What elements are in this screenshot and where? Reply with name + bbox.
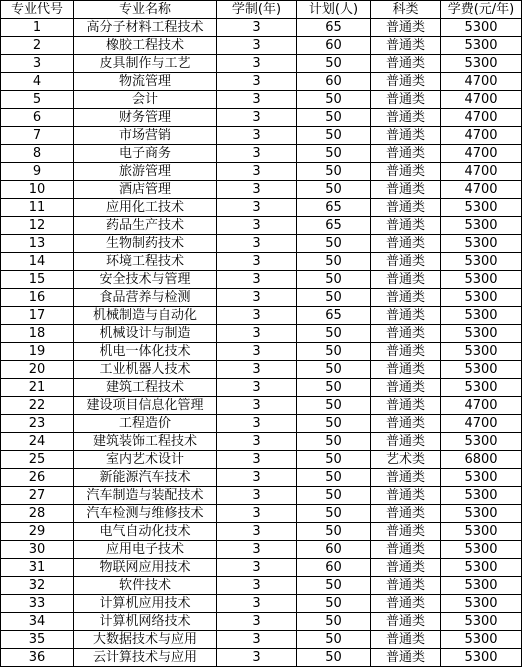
major-code-cell: 15 bbox=[1, 271, 74, 289]
plan-cell: 50 bbox=[297, 145, 371, 163]
duration-cell: 3 bbox=[217, 109, 297, 127]
plan-cell: 65 bbox=[297, 217, 371, 235]
major-name-cell: 物流管理 bbox=[74, 73, 217, 91]
duration-cell: 3 bbox=[217, 37, 297, 55]
tuition-cell: 5300 bbox=[441, 253, 522, 271]
duration-cell: 3 bbox=[217, 451, 297, 469]
major-code-cell: 17 bbox=[1, 307, 74, 325]
duration-cell: 3 bbox=[217, 343, 297, 361]
header-plan: 计划(人) bbox=[297, 1, 371, 19]
duration-cell: 3 bbox=[217, 73, 297, 91]
plan-cell: 50 bbox=[297, 271, 371, 289]
major-name-cell: 电气自动化技术 bbox=[74, 523, 217, 541]
major-code-cell: 22 bbox=[1, 397, 74, 415]
duration-cell: 3 bbox=[217, 163, 297, 181]
plan-cell: 60 bbox=[297, 37, 371, 55]
category-cell: 普通类 bbox=[371, 343, 441, 361]
header-row bbox=[1, 1, 522, 19]
plan-cell: 60 bbox=[297, 559, 371, 577]
major-name-cell: 汽车制造与装配技术 bbox=[74, 487, 217, 505]
plan-cell: 60 bbox=[297, 73, 371, 91]
major-name-cell: 酒店管理 bbox=[74, 181, 217, 199]
major-name-cell: 建设项目信息化管理 bbox=[74, 397, 217, 415]
duration-cell: 3 bbox=[217, 253, 297, 271]
major-code-cell: 10 bbox=[1, 181, 74, 199]
major-name-cell: 应用电子技术 bbox=[74, 541, 217, 559]
duration-cell: 3 bbox=[217, 595, 297, 613]
duration-cell: 3 bbox=[217, 433, 297, 451]
major-name-cell: 计算机应用技术 bbox=[74, 595, 217, 613]
duration-cell: 3 bbox=[217, 577, 297, 595]
major-name-cell: 环境工程技术 bbox=[74, 253, 217, 271]
major-name-cell: 建筑装饰工程技术 bbox=[74, 433, 217, 451]
major-code-cell: 35 bbox=[1, 631, 74, 649]
major-name-cell: 生物制药技术 bbox=[74, 235, 217, 253]
major-code-cell: 19 bbox=[1, 343, 74, 361]
category-cell: 普通类 bbox=[371, 163, 441, 181]
category-cell: 普通类 bbox=[371, 433, 441, 451]
tuition-cell: 5300 bbox=[441, 55, 522, 73]
major-code-cell: 32 bbox=[1, 577, 74, 595]
plan-cell: 65 bbox=[297, 19, 371, 37]
duration-cell: 3 bbox=[217, 361, 297, 379]
tuition-cell: 4700 bbox=[441, 91, 522, 109]
major-code-cell: 12 bbox=[1, 217, 74, 235]
category-cell: 普通类 bbox=[371, 235, 441, 253]
table-row bbox=[1, 325, 522, 343]
duration-cell: 3 bbox=[217, 271, 297, 289]
table-row bbox=[1, 541, 522, 559]
plan-cell: 65 bbox=[297, 199, 371, 217]
tuition-cell: 5300 bbox=[441, 37, 522, 55]
header-duration: 学制(年) bbox=[217, 1, 297, 19]
duration-cell: 3 bbox=[217, 559, 297, 577]
tuition-cell: 5300 bbox=[441, 559, 522, 577]
table-row bbox=[1, 73, 522, 91]
duration-cell: 3 bbox=[217, 19, 297, 37]
major-name-cell: 橡胶工程技术 bbox=[74, 37, 217, 55]
table-row bbox=[1, 613, 522, 631]
table-body bbox=[1, 19, 522, 667]
tuition-cell: 5300 bbox=[441, 649, 522, 667]
table-row bbox=[1, 109, 522, 127]
major-name-cell: 新能源汽车技术 bbox=[74, 469, 217, 487]
major-code-cell: 5 bbox=[1, 91, 74, 109]
plan-cell: 50 bbox=[297, 631, 371, 649]
header-major-code: 专业代号 bbox=[1, 1, 74, 19]
tuition-cell: 5300 bbox=[441, 595, 522, 613]
plan-cell: 50 bbox=[297, 253, 371, 271]
major-name-cell: 市场营销 bbox=[74, 127, 217, 145]
plan-cell: 65 bbox=[297, 307, 371, 325]
plan-cell: 50 bbox=[297, 613, 371, 631]
duration-cell: 3 bbox=[217, 217, 297, 235]
major-name-cell: 汽车检测与维修技术 bbox=[74, 505, 217, 523]
tuition-cell: 5300 bbox=[441, 577, 522, 595]
plan-cell: 50 bbox=[297, 397, 371, 415]
major-name-cell: 安全技术与管理 bbox=[74, 271, 217, 289]
category-cell: 普通类 bbox=[371, 361, 441, 379]
duration-cell: 3 bbox=[217, 415, 297, 433]
table-row bbox=[1, 451, 522, 469]
tuition-cell: 4700 bbox=[441, 181, 522, 199]
table-row bbox=[1, 199, 522, 217]
duration-cell: 3 bbox=[217, 307, 297, 325]
tuition-cell: 5300 bbox=[441, 613, 522, 631]
plan-cell: 60 bbox=[297, 541, 371, 559]
duration-cell: 3 bbox=[217, 199, 297, 217]
duration-cell: 3 bbox=[217, 505, 297, 523]
table-row bbox=[1, 631, 522, 649]
category-cell: 普通类 bbox=[371, 181, 441, 199]
category-cell: 普通类 bbox=[371, 91, 441, 109]
table-row bbox=[1, 145, 522, 163]
duration-cell: 3 bbox=[217, 145, 297, 163]
plan-cell: 50 bbox=[297, 469, 371, 487]
tuition-cell: 5300 bbox=[441, 19, 522, 37]
category-cell: 普通类 bbox=[371, 253, 441, 271]
category-cell: 普通类 bbox=[371, 595, 441, 613]
major-name-cell: 云计算技术与应用 bbox=[74, 649, 217, 667]
plan-cell: 50 bbox=[297, 325, 371, 343]
category-cell: 普通类 bbox=[371, 631, 441, 649]
plan-cell: 50 bbox=[297, 109, 371, 127]
plan-cell: 50 bbox=[297, 577, 371, 595]
category-cell: 普通类 bbox=[371, 19, 441, 37]
table-row bbox=[1, 181, 522, 199]
table-row bbox=[1, 505, 522, 523]
major-name-cell: 会计 bbox=[74, 91, 217, 109]
major-code-cell: 26 bbox=[1, 469, 74, 487]
tuition-cell: 5300 bbox=[441, 235, 522, 253]
category-cell: 普通类 bbox=[371, 541, 441, 559]
table-row bbox=[1, 343, 522, 361]
category-cell: 普通类 bbox=[371, 217, 441, 235]
major-name-cell: 工程造价 bbox=[74, 415, 217, 433]
duration-cell: 3 bbox=[217, 91, 297, 109]
plan-cell: 50 bbox=[297, 595, 371, 613]
table-row bbox=[1, 19, 522, 37]
category-cell: 艺术类 bbox=[371, 451, 441, 469]
duration-cell: 3 bbox=[217, 289, 297, 307]
major-name-cell: 机械设计与制造 bbox=[74, 325, 217, 343]
duration-cell: 3 bbox=[217, 181, 297, 199]
plan-cell: 50 bbox=[297, 649, 371, 667]
major-code-cell: 8 bbox=[1, 145, 74, 163]
plan-cell: 50 bbox=[297, 451, 371, 469]
table-row bbox=[1, 37, 522, 55]
tuition-cell: 4700 bbox=[441, 145, 522, 163]
table-row bbox=[1, 217, 522, 235]
major-code-cell: 24 bbox=[1, 433, 74, 451]
category-cell: 普通类 bbox=[371, 577, 441, 595]
major-code-cell: 4 bbox=[1, 73, 74, 91]
duration-cell: 3 bbox=[217, 649, 297, 667]
major-code-cell: 34 bbox=[1, 613, 74, 631]
major-code-cell: 21 bbox=[1, 379, 74, 397]
major-code-cell: 27 bbox=[1, 487, 74, 505]
category-cell: 普通类 bbox=[371, 379, 441, 397]
category-cell: 普通类 bbox=[371, 469, 441, 487]
tuition-cell: 5300 bbox=[441, 325, 522, 343]
tuition-cell: 4700 bbox=[441, 415, 522, 433]
major-name-cell: 物联网应用技术 bbox=[74, 559, 217, 577]
category-cell: 普通类 bbox=[371, 55, 441, 73]
table-row bbox=[1, 55, 522, 73]
major-name-cell: 建筑工程技术 bbox=[74, 379, 217, 397]
tuition-cell: 5300 bbox=[441, 469, 522, 487]
duration-cell: 3 bbox=[217, 397, 297, 415]
plan-cell: 50 bbox=[297, 289, 371, 307]
major-name-cell: 食品营养与检测 bbox=[74, 289, 217, 307]
category-cell: 普通类 bbox=[371, 613, 441, 631]
table-row bbox=[1, 415, 522, 433]
major-code-cell: 1 bbox=[1, 19, 74, 37]
table-row bbox=[1, 397, 522, 415]
major-code-cell: 36 bbox=[1, 649, 74, 667]
duration-cell: 3 bbox=[217, 55, 297, 73]
category-cell: 普通类 bbox=[371, 505, 441, 523]
major-code-cell: 16 bbox=[1, 289, 74, 307]
major-code-cell: 7 bbox=[1, 127, 74, 145]
header-tuition: 学费(元/年) bbox=[441, 1, 522, 19]
tuition-cell: 5300 bbox=[441, 199, 522, 217]
major-code-cell: 33 bbox=[1, 595, 74, 613]
duration-cell: 3 bbox=[217, 613, 297, 631]
table-row bbox=[1, 595, 522, 613]
major-name-cell: 电子商务 bbox=[74, 145, 217, 163]
plan-cell: 50 bbox=[297, 505, 371, 523]
table-row bbox=[1, 577, 522, 595]
major-code-cell: 18 bbox=[1, 325, 74, 343]
major-code-cell: 6 bbox=[1, 109, 74, 127]
duration-cell: 3 bbox=[217, 523, 297, 541]
duration-cell: 3 bbox=[217, 235, 297, 253]
major-name-cell: 计算机网络技术 bbox=[74, 613, 217, 631]
major-code-cell: 25 bbox=[1, 451, 74, 469]
tuition-cell: 4700 bbox=[441, 127, 522, 145]
table-row bbox=[1, 523, 522, 541]
major-code-cell: 2 bbox=[1, 37, 74, 55]
category-cell: 普通类 bbox=[371, 397, 441, 415]
table-row bbox=[1, 253, 522, 271]
tuition-cell: 5300 bbox=[441, 523, 522, 541]
category-cell: 普通类 bbox=[371, 109, 441, 127]
major-code-cell: 9 bbox=[1, 163, 74, 181]
plan-cell: 50 bbox=[297, 523, 371, 541]
tuition-cell: 5300 bbox=[441, 505, 522, 523]
table-row bbox=[1, 289, 522, 307]
tuition-cell: 5300 bbox=[441, 289, 522, 307]
table-row bbox=[1, 487, 522, 505]
tuition-cell: 4700 bbox=[441, 397, 522, 415]
major-name-cell: 皮具制作与工艺 bbox=[74, 55, 217, 73]
duration-cell: 3 bbox=[217, 325, 297, 343]
tuition-cell: 4700 bbox=[441, 163, 522, 181]
major-name-cell: 旅游管理 bbox=[74, 163, 217, 181]
tuition-cell: 5300 bbox=[441, 541, 522, 559]
tuition-cell: 5300 bbox=[441, 631, 522, 649]
major-code-cell: 30 bbox=[1, 541, 74, 559]
tuition-cell: 5300 bbox=[441, 343, 522, 361]
category-cell: 普通类 bbox=[371, 127, 441, 145]
category-cell: 普通类 bbox=[371, 415, 441, 433]
major-code-cell: 3 bbox=[1, 55, 74, 73]
category-cell: 普通类 bbox=[371, 487, 441, 505]
major-name-cell: 机械制造与自动化 bbox=[74, 307, 217, 325]
table-row bbox=[1, 271, 522, 289]
major-code-cell: 28 bbox=[1, 505, 74, 523]
major-name-cell: 药品生产技术 bbox=[74, 217, 217, 235]
major-code-cell: 31 bbox=[1, 559, 74, 577]
duration-cell: 3 bbox=[217, 487, 297, 505]
category-cell: 普通类 bbox=[371, 523, 441, 541]
duration-cell: 3 bbox=[217, 631, 297, 649]
plan-cell: 50 bbox=[297, 163, 371, 181]
plan-cell: 50 bbox=[297, 55, 371, 73]
major-code-cell: 14 bbox=[1, 253, 74, 271]
table-row bbox=[1, 361, 522, 379]
table-row bbox=[1, 379, 522, 397]
major-code-cell: 23 bbox=[1, 415, 74, 433]
plan-cell: 50 bbox=[297, 487, 371, 505]
major-name-cell: 大数据技术与应用 bbox=[74, 631, 217, 649]
category-cell: 普通类 bbox=[371, 271, 441, 289]
tuition-cell: 4700 bbox=[441, 73, 522, 91]
major-code-cell: 11 bbox=[1, 199, 74, 217]
category-cell: 普通类 bbox=[371, 649, 441, 667]
tuition-cell: 5300 bbox=[441, 433, 522, 451]
category-cell: 普通类 bbox=[371, 199, 441, 217]
tuition-cell: 5300 bbox=[441, 271, 522, 289]
category-cell: 普通类 bbox=[371, 37, 441, 55]
table-row bbox=[1, 469, 522, 487]
header-category: 科类 bbox=[371, 1, 441, 19]
category-cell: 普通类 bbox=[371, 73, 441, 91]
category-cell: 普通类 bbox=[371, 289, 441, 307]
major-name-cell: 机电一体化技术 bbox=[74, 343, 217, 361]
major-name-cell: 应用化工技术 bbox=[74, 199, 217, 217]
tuition-cell: 5300 bbox=[441, 307, 522, 325]
plan-cell: 50 bbox=[297, 433, 371, 451]
plan-cell: 50 bbox=[297, 361, 371, 379]
plan-cell: 50 bbox=[297, 181, 371, 199]
tuition-cell: 4700 bbox=[441, 109, 522, 127]
major-name-cell: 工业机器人技术 bbox=[74, 361, 217, 379]
table-row bbox=[1, 91, 522, 109]
plan-cell: 50 bbox=[297, 127, 371, 145]
category-cell: 普通类 bbox=[371, 559, 441, 577]
category-cell: 普通类 bbox=[371, 307, 441, 325]
major-name-cell: 室内艺术设计 bbox=[74, 451, 217, 469]
plan-cell: 50 bbox=[297, 235, 371, 253]
tuition-cell: 5300 bbox=[441, 487, 522, 505]
plan-cell: 50 bbox=[297, 379, 371, 397]
table-row bbox=[1, 235, 522, 253]
table-row bbox=[1, 163, 522, 181]
major-name-cell: 高分子材料工程技术 bbox=[74, 19, 217, 37]
category-cell: 普通类 bbox=[371, 145, 441, 163]
major-code-cell: 13 bbox=[1, 235, 74, 253]
duration-cell: 3 bbox=[217, 469, 297, 487]
major-name-cell: 软件技术 bbox=[74, 577, 217, 595]
tuition-cell: 6800 bbox=[441, 451, 522, 469]
major-code-cell: 29 bbox=[1, 523, 74, 541]
tuition-cell: 5300 bbox=[441, 361, 522, 379]
duration-cell: 3 bbox=[217, 541, 297, 559]
major-code-cell: 20 bbox=[1, 361, 74, 379]
tuition-cell: 5300 bbox=[441, 379, 522, 397]
category-cell: 普通类 bbox=[371, 325, 441, 343]
duration-cell: 3 bbox=[217, 127, 297, 145]
tuition-cell: 5300 bbox=[441, 217, 522, 235]
table-row bbox=[1, 127, 522, 145]
plan-cell: 50 bbox=[297, 415, 371, 433]
plan-cell: 50 bbox=[297, 91, 371, 109]
table-row bbox=[1, 307, 522, 325]
header-major-name: 专业名称 bbox=[74, 1, 217, 19]
table-row bbox=[1, 649, 522, 667]
major-name-cell: 财务管理 bbox=[74, 109, 217, 127]
table-row bbox=[1, 559, 522, 577]
table-row bbox=[1, 433, 522, 451]
plan-cell: 50 bbox=[297, 343, 371, 361]
duration-cell: 3 bbox=[217, 379, 297, 397]
